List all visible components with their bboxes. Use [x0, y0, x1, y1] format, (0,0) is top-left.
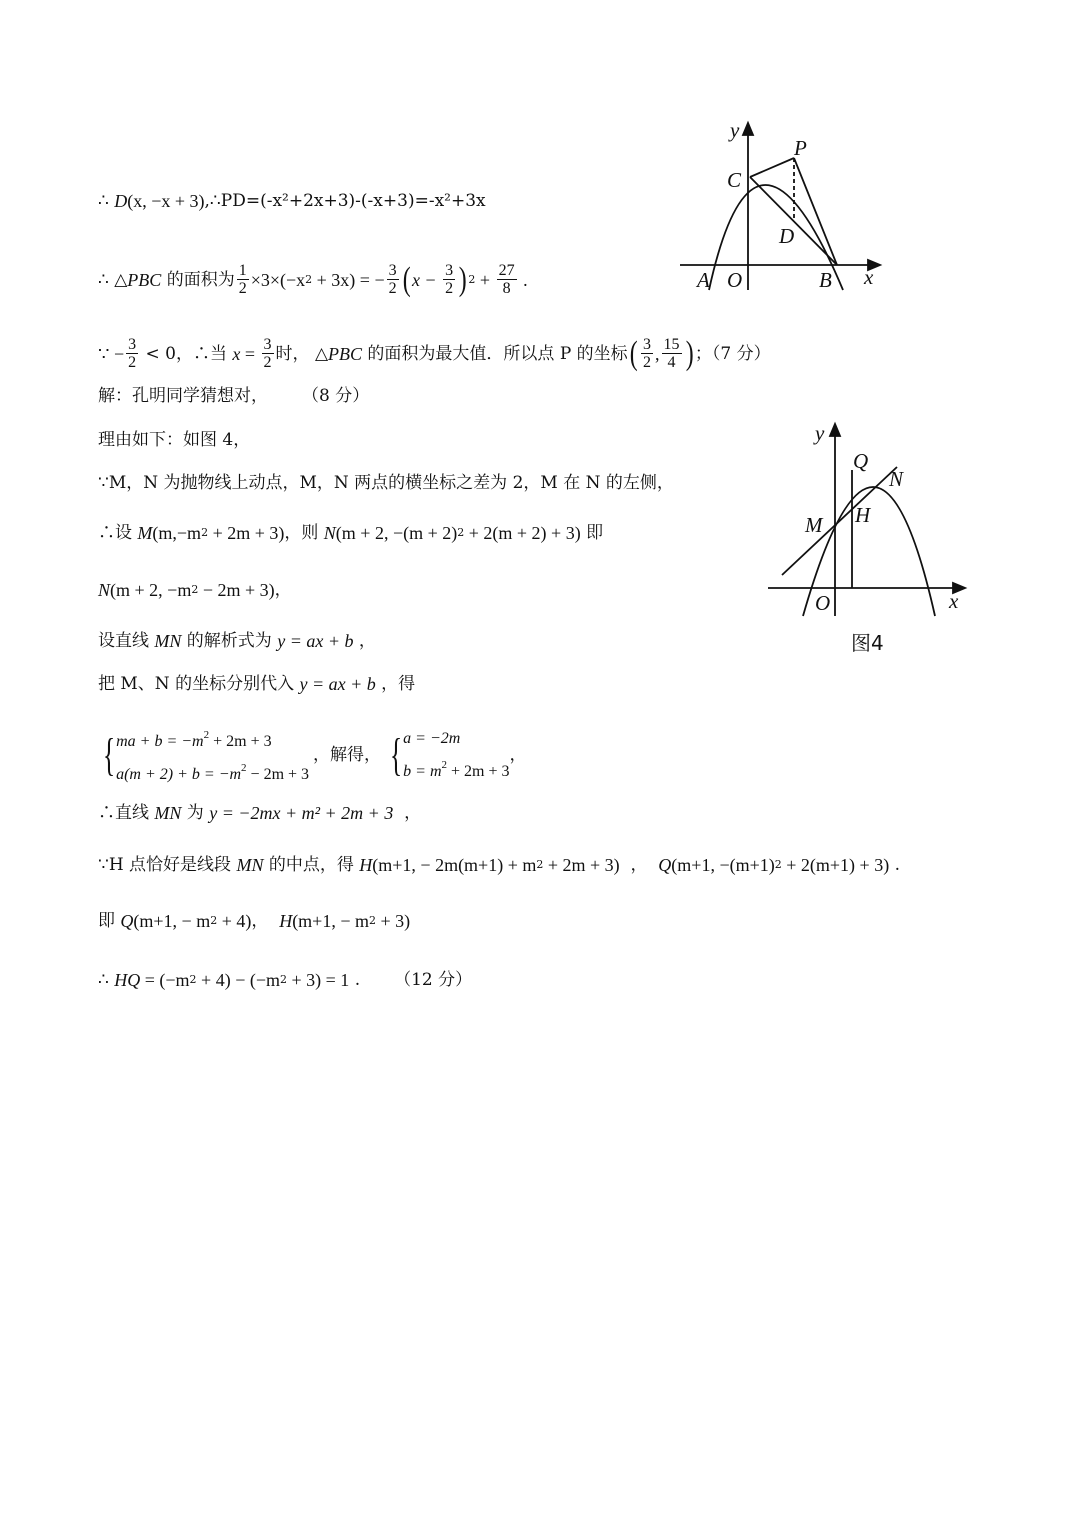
label-n: N [889, 467, 904, 491]
fraction: $\frac{1}{2}$ [238, 262, 247, 297]
label-d: D [779, 224, 795, 248]
line-5: 理由如下：如图 4， [98, 430, 251, 450]
label-y: y [730, 118, 740, 142]
system-solution: a = −2m $b = m^2 + 2m + 3$ [403, 729, 510, 780]
line-7: ∴设 M (m,−m 2 + 2m + 3) ，则 N (m + 2, −(m + 2) 2 + 2(m + 2) + 3) 即 [98, 523, 604, 543]
label-p: P [794, 136, 807, 160]
line-1: ∴ D (x, −x + 3) ,∴PD=(-x²+2x+3)-(-x+3)=-x²+3x [98, 191, 486, 211]
y-axis-arrow [743, 123, 753, 135]
line-14: 即 Q (m+1, − m 2 + 4) ， H (m+1, − m 2 + 3) [98, 911, 411, 931]
segment-cb [750, 177, 837, 265]
system-equations: ma + $b = -m^2 + 2m + 3$ $a(m + 2) + b = -m^2 - 2m + 3$ [116, 729, 310, 783]
fraction: $\frac{3}{2}$ [643, 336, 652, 371]
fraction: $\frac{3}{2}$ [445, 262, 454, 297]
segment-cp [750, 158, 794, 177]
label-y: y [815, 421, 825, 445]
label-b: B [819, 268, 832, 292]
y-axis-arrow [830, 424, 840, 436]
label-x: x [949, 589, 959, 613]
label-h: H [855, 503, 871, 527]
label-q: Q [853, 449, 869, 473]
fraction: $\frac{3}{2}$ [388, 262, 397, 297]
fraction: $\frac{15}{4}$ [663, 336, 680, 371]
label-c: C [727, 168, 742, 192]
line-mn [782, 467, 897, 575]
figure-parabola-pbc [675, 115, 890, 295]
line-13: ∵H 点恰好是线段 MN 的中点，得 H (m+1, − 2m(m+1) + m 2 + 2m + 3) ， Q (m+1, −(m+1) 2 + 2(m+1) + 3) . [98, 855, 900, 875]
line-4: 解：孔明同学猜想对， （8 分） [98, 386, 370, 406]
fraction: $\frac{27}{8}$ [498, 262, 515, 297]
line-11-equation-system: { ma + $b = -m^2 + 2m + 3$ $a(m + 2) + b = -m^2 - 2m + 3$ ，解得， { a = −2m $b = m^2 + 2m + 3$ ， [98, 722, 527, 788]
fraction: $\frac{3}{2}$ [128, 336, 137, 371]
line-3: ∵ − $\frac{3}{2}$ < 0，∴当 x = $\frac{3}{2}$ 时， △ PBC 的面积为最大值．所以点 P 的坐标 ( $\frac{3}{2}$ , $\frac{15}{4}$ ) ；（7 分） [98, 334, 771, 372]
label-o: O [727, 268, 743, 292]
line-15: ∴ HQ = (−m 2 + 4) − (−m 2 + 3) = 1 . （12 分） [98, 970, 473, 990]
line-2: ∴ △ PBC 的面积为 $\frac{1}{2}$ ×3×(−x 2 + 3x) = − $\frac{3}{2}$ ( x − $\frac{3}{2}$ ) 2 + $\frac{27}{8}$ . [98, 260, 528, 298]
line-8: N (m + 2, −m 2 − 2m + 3) ， [98, 580, 292, 600]
fraction: $\frac{3}{2}$ [263, 336, 272, 371]
label-a: A [697, 268, 710, 292]
label-o: O [815, 591, 831, 615]
line-9: 设直线 MN 的解析式为 y = ax + b ， [98, 631, 376, 651]
segment-pb [794, 158, 837, 265]
label-x: x [864, 265, 874, 289]
figure-caption: 图4 [851, 631, 884, 655]
label-m: M [805, 513, 823, 537]
figure-4-parabola-mn [765, 418, 970, 663]
line-12: ∴直线 MN 为 y = −2mx + m² + 2m + 3 ， [98, 803, 422, 823]
line-10: 把 M、N 的坐标分别代入 y = ax + b ，得 [98, 674, 416, 694]
line-6: ∵M，N 为抛物线上动点，M，N 两点的横坐标之差为 2，M 在 N 的左侧， [98, 473, 674, 493]
